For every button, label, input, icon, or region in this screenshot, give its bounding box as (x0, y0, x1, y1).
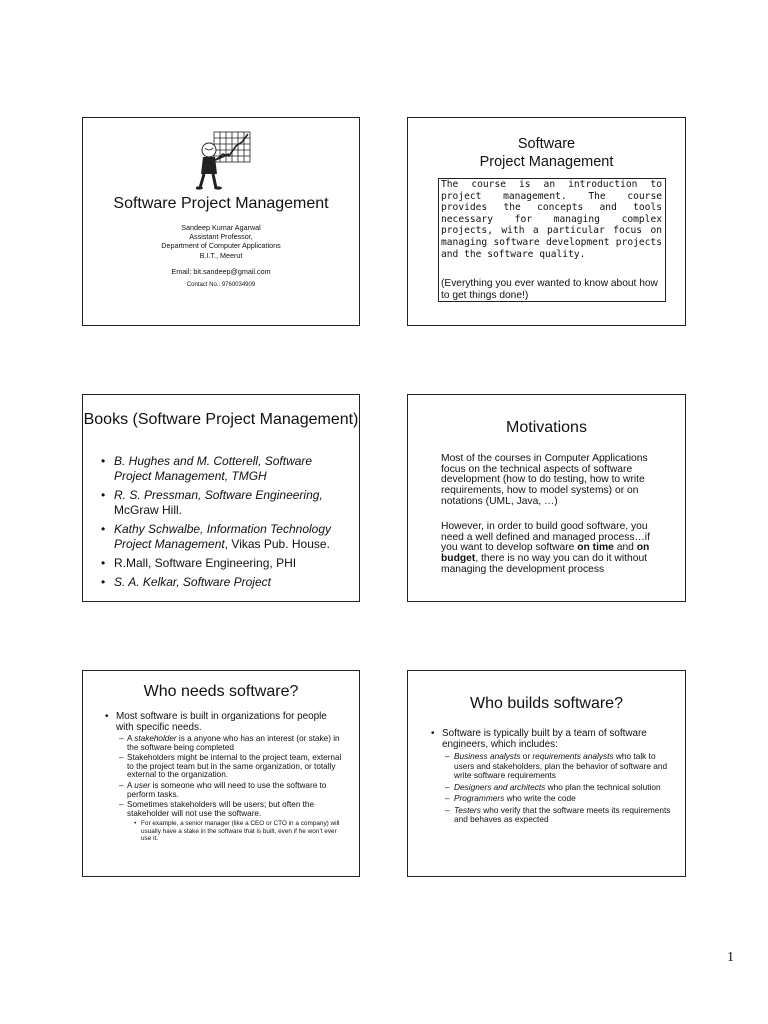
sub-bullet-text: is a anyone who has an interest (or stake) in the software being completed (127, 734, 340, 752)
role-name: Programmers (454, 793, 505, 803)
motivation-paragraph-2 (441, 522, 666, 576)
sub-bullet: – Sometimes stakeholders will be users; but often the stakeholder will not use the software. (103, 801, 347, 818)
book-list (101, 454, 351, 594)
role-item (428, 794, 676, 804)
sub-bullet-text: is someone who will need to use the software to perform tasks. (127, 780, 327, 799)
role-text: who write the code (504, 793, 576, 803)
slide-motivations (407, 394, 686, 602)
motivation-paragraph-1: Most of the courses in Computer Applications focus on the technical aspects of software development (how to do testing, how to write requirements, how to model systems) or on notations (UML, Java, …) (441, 453, 648, 507)
slide2-title-line1: Software (517, 136, 576, 152)
role-name: Testers (454, 804, 481, 815)
role-text: who plan the technical solution (545, 781, 661, 792)
sub-bullet-term: user (134, 780, 151, 790)
slide4-title: Motivations (506, 419, 587, 436)
book-item (101, 575, 351, 590)
slide5-title: Who needs software? (143, 683, 299, 700)
slide6-title: Who builds software? (470, 695, 623, 712)
slide2-title-line2: Project Management (479, 153, 614, 170)
role-text: who verify that the software meets its requirements and behaves as expected (454, 804, 671, 824)
role-item (428, 752, 676, 781)
page-number: 1 (727, 950, 734, 965)
sub-bullet-text: A (127, 780, 135, 790)
slide-books (82, 394, 360, 602)
book-title: B. Hughes and M. Cotterell, Software Project Management, TMGH (114, 454, 313, 483)
book-item (101, 454, 351, 484)
book-publisher: McGraw Hill. (114, 503, 182, 517)
book-title: R. S. Pressman, Software Engineering, (114, 488, 323, 502)
sub-bullet-term: stakeholder (134, 734, 177, 743)
slide-course-overview (407, 117, 686, 326)
author-institute: B.I.T., Meerut (199, 251, 243, 260)
book-item (101, 488, 351, 518)
slide3-title: Books (Software Project Management) (83, 411, 359, 428)
slide-who-needs-software (82, 670, 360, 877)
book-item (101, 522, 351, 552)
motivation-text: , there is no way you can do it without managing the development process (441, 553, 648, 575)
motivation-emphasis: on budget (441, 542, 650, 565)
main-bullet: • Software is typically built by a team of software engineers, which includes: (428, 728, 676, 750)
role-text: or (520, 751, 533, 761)
role-item (428, 783, 676, 793)
sub-bullet-text: A (127, 734, 135, 743)
book-item (101, 556, 351, 571)
course-description: The course is an introduction to project management. The course provides the concepts and tools necessary for managing complex projects, with a particular focus on managing software development projects and the software quality. (441, 179, 662, 260)
author-department: Department of Computer Applications (161, 241, 281, 250)
course-aside: (Everything you ever wanted to know about how to get things done!) (441, 278, 658, 301)
role-name: Designers and architects (454, 781, 546, 792)
sub-bullet: – Stakeholders might be internal to the project team, external to the project team but in the same organization, or totally external to the organization. (103, 754, 347, 780)
author-position: Assistant Professor, (189, 232, 253, 241)
motivation-emphasis: on time (577, 542, 614, 554)
slide-title (82, 117, 360, 326)
author-contact: Contact No.: 9760034909 (186, 282, 256, 288)
slide5-content (103, 712, 347, 842)
presenter-chart-icon (196, 130, 252, 190)
slide2-title (408, 136, 685, 171)
sub-bullet (103, 782, 347, 799)
sub-sub-bullet: • For example, a senior manager (like a CEO or CTO in a company) will usually have a stake in the software that is built, even if he won’t ever use it. (103, 820, 347, 842)
book-title: Kathy Schwalbe, Information Technology Project Management (114, 522, 332, 551)
role-item (428, 806, 676, 825)
role-name: requirements analysts (532, 751, 614, 761)
role-text: who talk to users and stakeholders, plan the behavior of software and write software requirements (454, 751, 668, 780)
motivation-text: However, in order to build good software, you need a well defined and managed process…if you want to develop software (441, 521, 650, 554)
author-name: Sandeep Kumar Agarwal (181, 223, 261, 232)
book-publisher: , Vikas Pub. House. (224, 537, 330, 551)
slide1-title: Software Project Management (113, 195, 329, 212)
book-title: S. A. Kelkar, Software Project (114, 575, 271, 589)
slide-who-builds-software (407, 670, 686, 877)
author-email: Email: bit.sandeep@gmail.com (171, 267, 271, 276)
role-name: Business analysts (454, 751, 521, 761)
book-publisher: R.Mall, Software Engineering, PHI (114, 556, 297, 570)
slide6-content (428, 728, 676, 825)
sub-bullet (103, 735, 347, 752)
main-bullet: • Most software is built in organizations for people with specific needs. (103, 712, 347, 733)
motivation-text: and (613, 542, 637, 554)
